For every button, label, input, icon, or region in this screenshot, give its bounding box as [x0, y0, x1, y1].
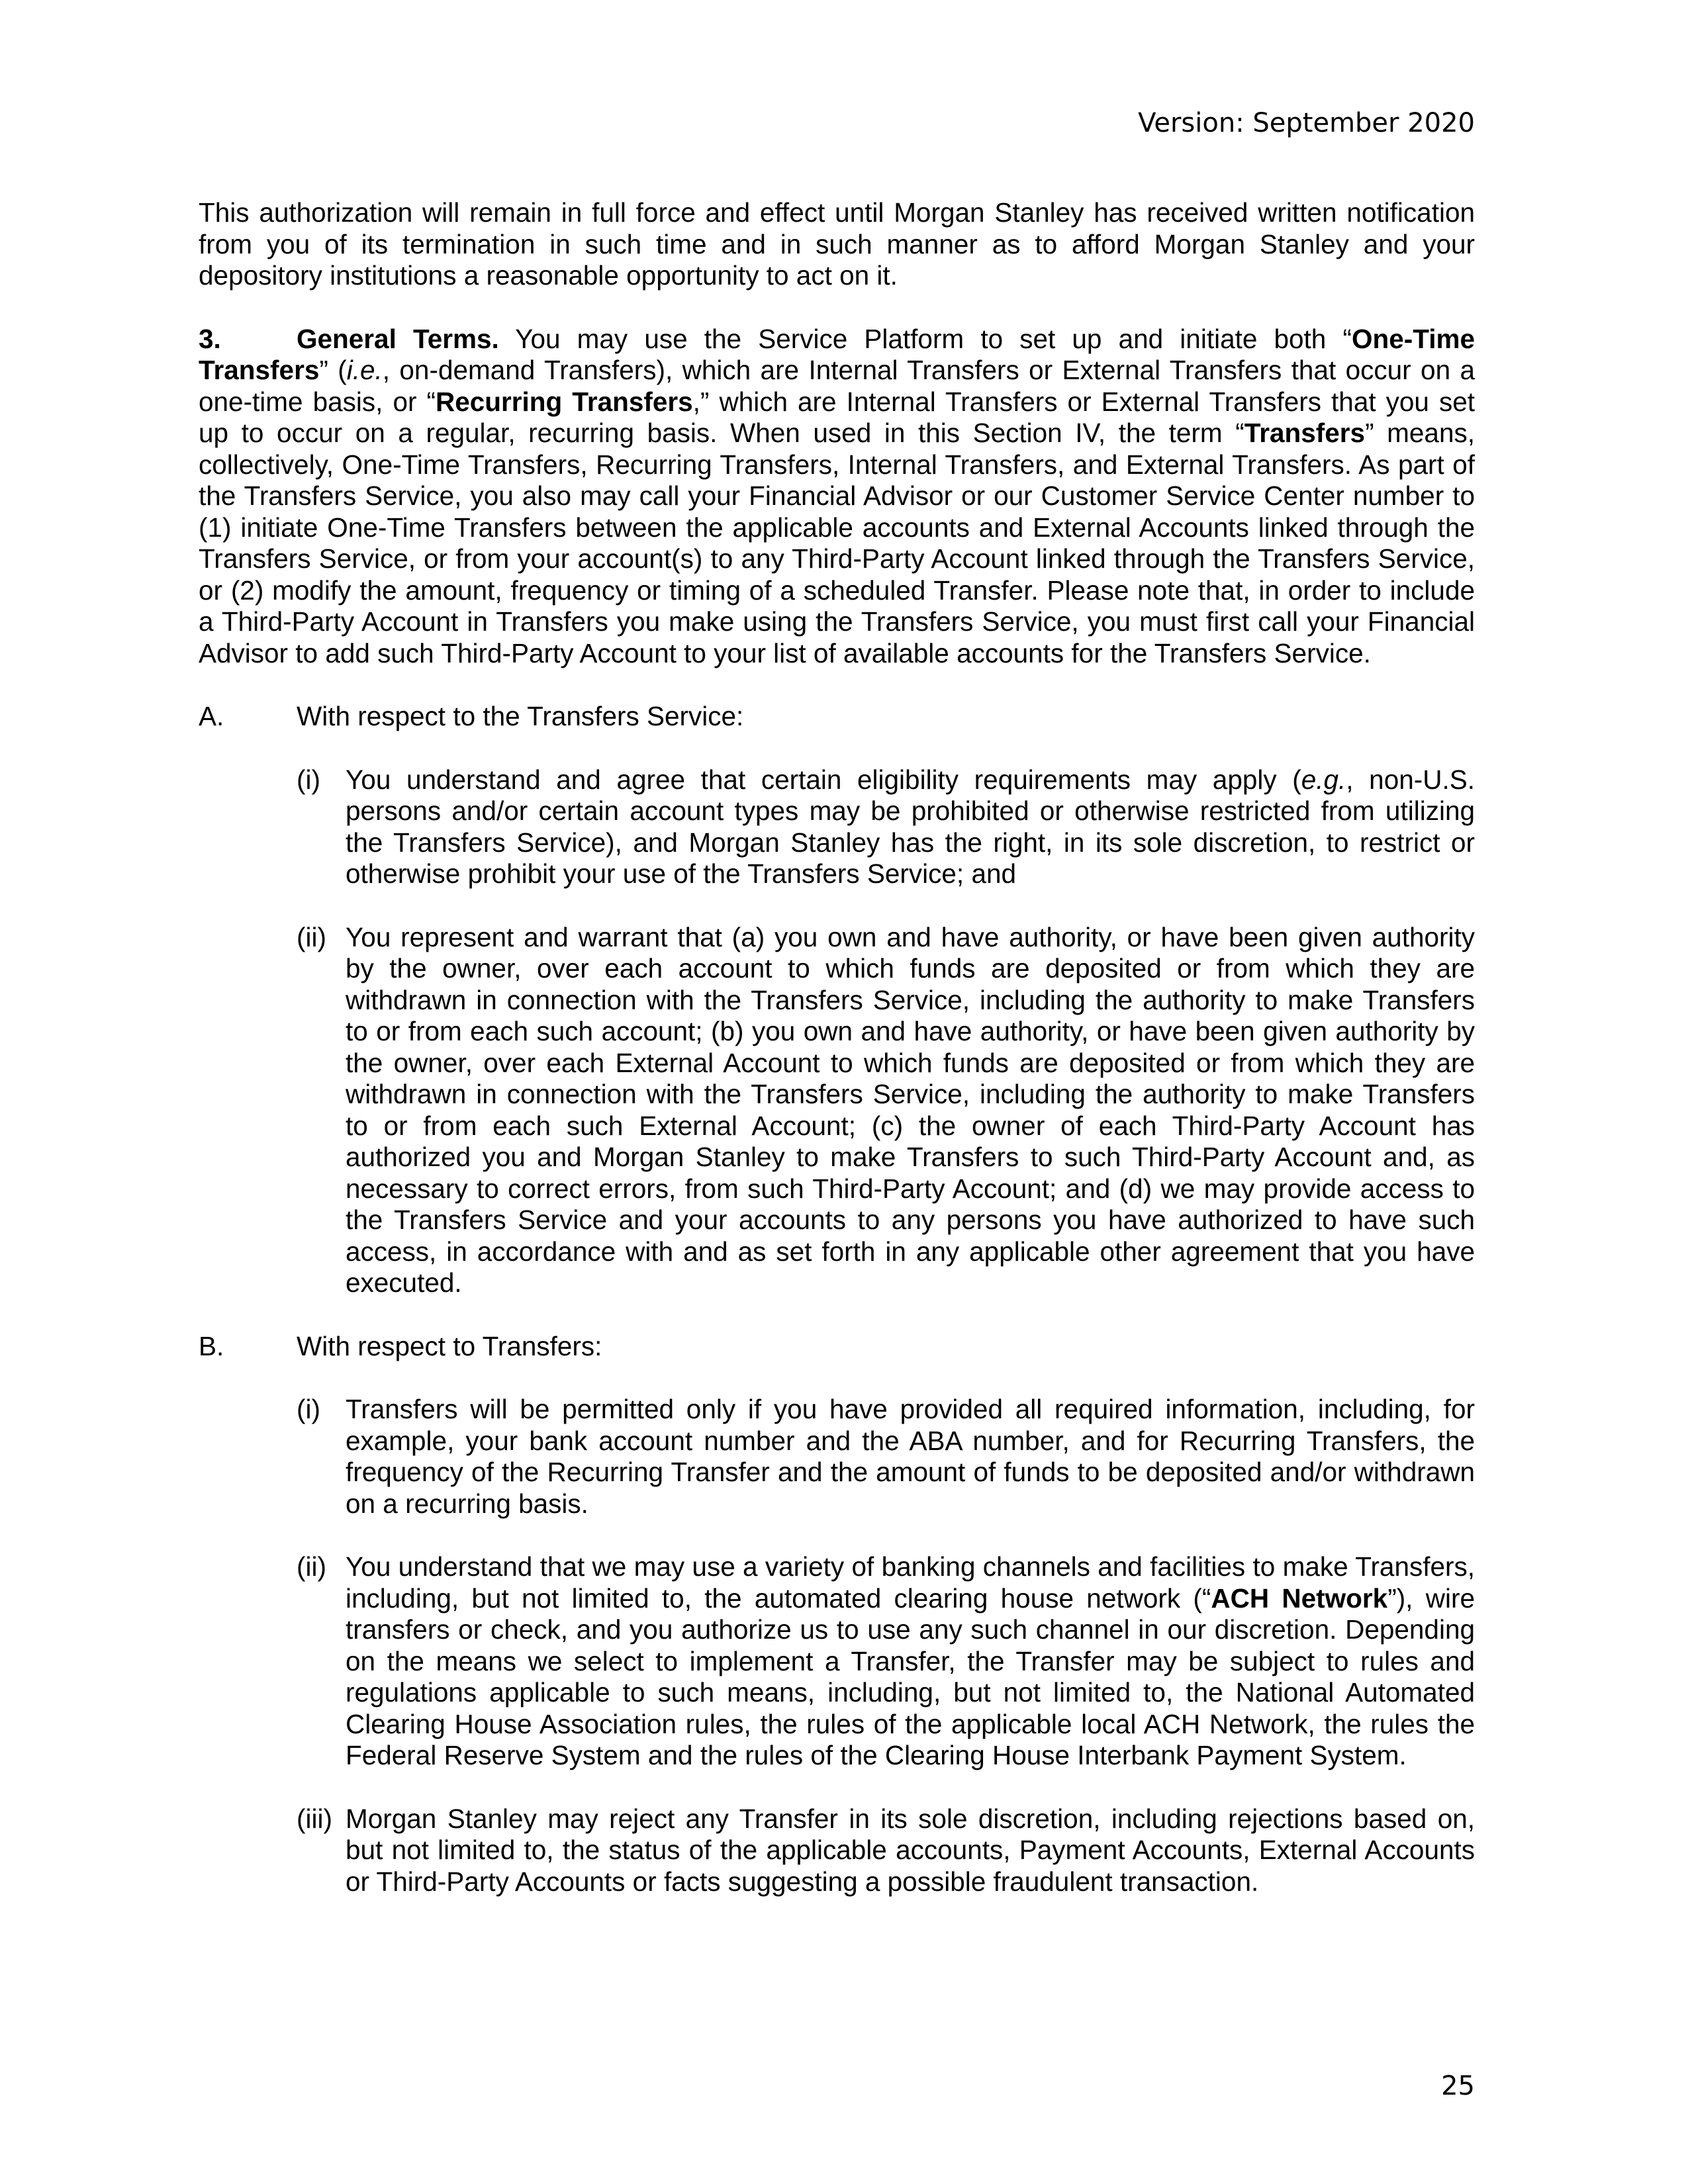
section-title: With respect to Transfers: — [297, 1330, 602, 1361]
section-3-text: , on-demand Transfers), which are Internal Transfers or External Transfers that occur on a one-time basis, or “ — [199, 355, 1476, 417]
section-3-text: ” ( — [319, 355, 347, 385]
defined-term: Recurring Transfers — [435, 386, 693, 417]
document-body — [199, 197, 1475, 1929]
list-item-text: Transfers will be permitted only if you have provided all required information, including, for example, your bank account number and the ABA number, and for Recurring Transfers, the frequency of the Recurring Transfer and the amount of funds to be deposited and/or withdrawn on a recurring basis. — [346, 1394, 1475, 1519]
italic-term: i.e. — [346, 355, 383, 385]
italic-term: e.g. — [1301, 764, 1346, 795]
list-item-text — [346, 1551, 1475, 1772]
list-item-text-part: ”), wire transfers or check, and you authorize us to use any such channel in our discretion. Depending on the means we select to implement a Transfer, the Transfer may be subject to rules and regulations applicable to such means, including, but not limited to, the National Automated Clearing House Association rules, the rules of the applicable local ACH Network, the rules the Federal Reserve System and the rules of the Clearing House Interbank Payment System. — [346, 1582, 1475, 1770]
list-item-number: (iii) — [297, 1803, 332, 1834]
version-label: Version: September 2020 — [1138, 108, 1475, 138]
section-b-heading — [199, 1331, 1475, 1363]
section-3-paragraph — [199, 324, 1475, 670]
section-title: With respect to the Transfers Service: — [297, 701, 744, 731]
list-item-number: (ii) — [297, 1551, 326, 1582]
section-letter: A. — [199, 701, 224, 731]
page-number: 25 — [1441, 2071, 1475, 2101]
defined-term: ACH Network — [1211, 1582, 1388, 1614]
section-a-heading — [199, 701, 1475, 733]
list-item-text-part: , non-U.S. persons and/or certain account types may be prohibited or otherwise restricted from utilizing the Transfers Service), and Morgan Stanley has the right, in its sole discretion, to restrict or otherwise prohibit your use of the Transfers Service; and — [346, 764, 1475, 889]
list-item-text-part: You understand and agree that certain eligibility requirements may apply ( — [346, 764, 1301, 795]
section-3-text: ” means, collectively, One-Time Transfers, Recurring Transfers, Internal Transfers, and External Transfers. As part of the Transfers Service, you also may call your Financial Advisor or our Customer Service Center number to (1) initiate One-Time Transfers between the applicable accounts and External Accounts linked through the Transfers Service, or from your account(s) to any Third-Party Account linked through the Transfers Service, or (2) modify the amount, frequency or timing of a scheduled Transfer. Please note that, in order to include a Third-Party Account in Transfers you make using the Transfers Service, you must first call your Financial Advisor to add such Third-Party Account to your list of available accounts for the Transfers Service. — [199, 418, 1475, 668]
list-item-text — [346, 764, 1475, 890]
list-item — [297, 1551, 1475, 1772]
section-heading: General Terms. — [297, 323, 499, 354]
defined-term: One-Time Transfers — [199, 323, 1476, 385]
section-letter: B. — [199, 1330, 224, 1361]
list-item — [297, 1394, 1475, 1520]
section-number: 3. — [199, 323, 221, 354]
list-item-text: Morgan Stanley may reject any Transfer in its sole discretion, including rejections based on, but not limited to, the status of the applicable accounts, Payment Accounts, External Accounts or Third-Party Accounts or facts suggesting a possible fraudulent transaction. — [346, 1803, 1475, 1897]
list-item-text-part: You understand that we may use a variety of banking channels and facilities to make Transfers, including, but not limited to, the automated clearing house network (“ — [346, 1551, 1475, 1614]
section-3-text: ,” which are Internal Transfers or External Transfers that you set up to occur on a regular, recurring basis. When used in this Section IV, the term “ — [199, 386, 1476, 448]
list-item — [297, 764, 1475, 890]
list-item-number: (ii) — [297, 921, 326, 952]
list-item-number: (i) — [297, 1394, 320, 1424]
authorization-paragraph: This authorization will remain in full force and effect until Morgan Stanley has received written notification from you of its termination in such time and in such manner as to afford Morgan Stanley and your depository institutions a reasonable opportunity to act on it. — [199, 197, 1475, 291]
list-item-text: You represent and warrant that (a) you own and have authority, or have been given authority by the owner, over each account to which funds are deposited or from which they are withdrawn in connection with the Transfers Service, including the authority to make Transfers to or from each such account; (b) you own and have authority, or have been given authority by the owner, over each External Account to which funds are deposited or from which they are withdrawn in connection with the Transfers Service, including the authority to make Transfers to or from each such External Account; (c) the owner of each Third-Party Account has authorized you and Morgan Stanley to make Transfers to such Third-Party Account and, as necessary to correct errors, from such Third-Party Account; and (d) we may provide access to the Transfers Service and your accounts to any persons you have authorized to have such access, in accordance with and as set forth in any applicable other agreement that you have executed. — [346, 921, 1475, 1298]
list-item — [297, 1803, 1475, 1898]
section-3-text: You may use the Service Platform to set up and initiate both “ — [498, 323, 1352, 354]
list-item-number: (i) — [297, 764, 320, 795]
defined-term: Transfers — [1244, 418, 1366, 448]
list-item — [297, 922, 1475, 1299]
